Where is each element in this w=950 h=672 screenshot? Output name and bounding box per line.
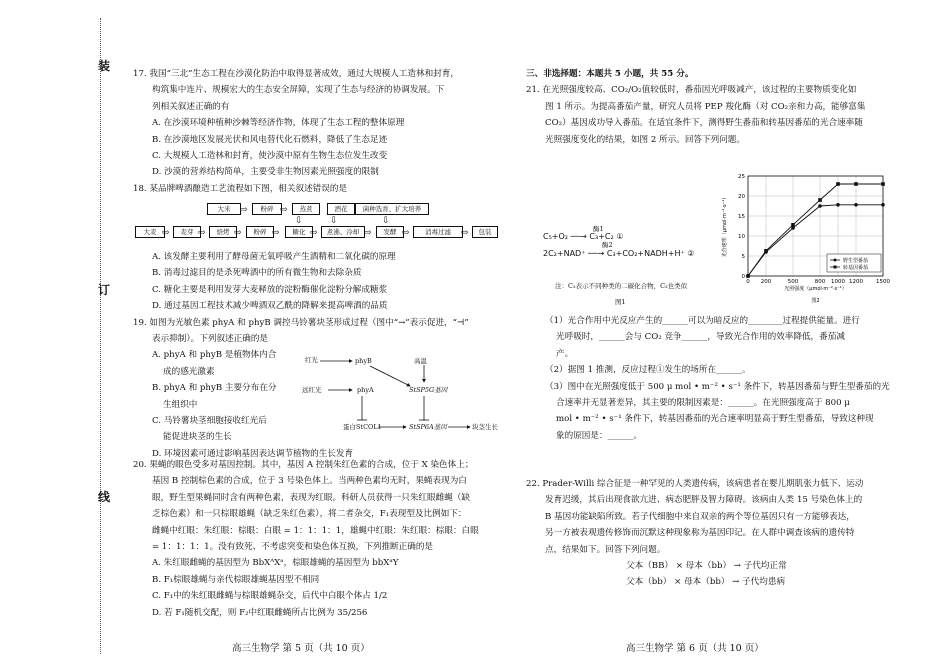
q19-stem-2: 表示抑制）。下列叙述正确的是 <box>152 334 269 345</box>
x-tick-label: 1200 <box>849 279 863 285</box>
flow-arrow-icon: ⇨ <box>162 228 170 238</box>
q20-line-6: = 1：1：1：1。没有致死、不考虑突变和染色体互换，下列推断正确的是 <box>152 542 434 553</box>
q17-option-d: D. 沙漠的营养结构简单，主要受非生物因素光照强度的限制 <box>152 167 379 178</box>
y-tick-label: 10 <box>738 234 745 240</box>
q17-stem-3: 列相关叙述正确的有 <box>152 101 230 112</box>
q17-option-c: C. 大规模人工造林和封育，使沙漠中原有生物生态位发生改变 <box>152 151 388 162</box>
flow-crush: 粉碎 <box>246 226 274 238</box>
q21-sub2: （2）据图 1 推测，反应过程①发生的场所在______。 <box>545 365 751 376</box>
enzyme1-label: 酶1 <box>593 225 604 233</box>
legend-marker <box>834 259 837 262</box>
q19-option-b2: 生组织中 <box>163 399 198 410</box>
flow-saccharify: 糖化 <box>285 226 313 238</box>
reaction-1: C₅+O₂ ──→ C₃+C₂ ① <box>543 232 624 241</box>
question-21-stem <box>526 66 865 148</box>
flow-crush-top: 粉碎 <box>252 203 282 215</box>
q21-sub1-2: 光呼吸时，______会与 CO₂ 竞争______，导致光合作用的效率降低，番茄减 <box>556 332 845 343</box>
fig2-caption: 图2 <box>811 298 820 304</box>
legend-marker <box>834 266 837 269</box>
reaction-2: 2C₂+NAD⁺ ──→ C₃+CO₂+NADH+H⁺ ② <box>543 249 695 258</box>
q22-line-1: 22. Prader-Willi 综合征是一种罕见的人类遗传病，该病患者在婴儿期肌张力低下、运动 <box>526 479 864 489</box>
data-point-1 <box>881 203 885 207</box>
q20-line-3: 眼，野生型果蝇同时含有两种色素，表现为红眼。科研人员获得一只朱红眼雌蝇（缺 <box>152 492 470 503</box>
q19-option-a1: A. phyA 和 phyB 是植物体内合 <box>152 350 277 361</box>
data-point-1 <box>854 203 858 207</box>
y-tick-label: 5 <box>741 254 745 260</box>
q19-option-a2: 成的感光激素 <box>163 366 215 377</box>
tuber-growth-label: 块茎生长 <box>472 423 498 431</box>
flow-arrow-icon: ⇨ <box>461 228 469 238</box>
flow-ferment: 发酵 <box>376 226 404 238</box>
flow-roast: 焙烤 <box>209 226 237 238</box>
flow-arrow-icon: ⇨ <box>364 228 372 238</box>
x-tick-label: 1000 <box>831 279 845 285</box>
data-point-2 <box>881 182 885 186</box>
photosynthesis-chart <box>718 168 893 308</box>
flow-filter: 消毒过滤 <box>413 226 463 238</box>
red-light-label: 红光 <box>305 356 318 364</box>
phya-label: phyA <box>357 386 374 394</box>
q22-line-4: 另一方被表观遗传修饰而沉默这种现象称为基因印记。在人群中调查该病的遗传特 <box>545 528 855 539</box>
x-tick-label: 0 <box>746 279 750 285</box>
flow-malt: 麦芽 <box>173 226 201 238</box>
q22-line-2: 发育迟缓，其后出现食欲亢进、病态肥胖及智力障碍。该病由人类 15 号染色体上的 <box>545 495 863 506</box>
binding-zhuang: 装 <box>98 59 111 73</box>
q20-option-c: C. F₁中的朱红眼雌蝇与棕眼雄蝇杂交，后代中白眼个体占 1/2 <box>152 591 388 602</box>
q19-stem-1: 19. 如图为光敏色素 phyA 和 phyB 调控马铃薯块茎形成过程（图中“→”表示促进，“⊣” <box>133 317 469 328</box>
q21-sub3-4: 象的原因是：______。 <box>556 430 642 441</box>
y-axis-label: 光合速率（μmol·m⁻²·s⁻¹） <box>722 194 728 258</box>
flow-arrow-icon: ⇨ <box>280 205 288 215</box>
q21-sub1-3: 产。 <box>556 348 574 359</box>
q17-stem-2: 构筑集中连片、规模宏大的生态安全屏障，实现了生态与经济的协调发展。下 <box>152 85 445 96</box>
flow-steam: 蒸煮 <box>292 203 320 215</box>
q22-cross-2: 父本（bb） × 母本（bb） → 子代均患病 <box>626 577 786 588</box>
y-tick-label: 15 <box>738 214 745 220</box>
q21-sub3-3: mol • m⁻² • s⁻¹ 条件下，转基因番茄的光合速率明显高于野生型番茄，导致这种现 <box>556 414 874 425</box>
question-21-subquestions <box>526 313 890 444</box>
q18-option-d: D. 通过基因工程技术减少啤酒双乙酰的降解来提高啤酒的品质 <box>152 301 388 312</box>
stsp5g-label: StSP5G基因 <box>409 386 448 394</box>
q19-option-c1: C. 马铃薯块茎细胞接收红光后 <box>152 416 267 427</box>
data-point-2 <box>764 249 768 253</box>
q18-option-c: C. 糖化主要是利用发芽大麦释放的淀粉酶催化淀粉分解成糖浆 <box>152 284 388 295</box>
q20-line-4: 乏棕色素）和一只棕眼雄蝇（缺乏朱红色素），将二者杂交，F₁表现型及比例如下： <box>152 509 467 520</box>
flow-arrow-icon: ⇨ <box>310 228 318 238</box>
section-heading: 三、非选择题：本题共 5 小题，共 55 分。 <box>526 69 694 79</box>
y-tick-label: 20 <box>738 194 745 200</box>
x-tick-label: 500 <box>787 279 799 285</box>
data-point-1 <box>791 226 795 230</box>
data-point-2 <box>836 182 840 186</box>
q21-stem-2: 图 1 所示。为提高番茄产量，研究人员将 PEP 羧化酶（对 CO₂亲和力高，能够富集 <box>545 101 866 112</box>
legend-label: 野生型番茄 <box>843 258 869 264</box>
data-point-1 <box>836 203 840 207</box>
q21-stem-1: 21. 在光照强度较高、CO₂/O₂值较低时，番茄因光呼吸减产，该过程的主要物质变化如 <box>526 85 857 96</box>
data-point-2 <box>746 274 750 278</box>
flow-arrow-icon: ⇨ <box>234 228 242 238</box>
binding-line <box>100 18 101 654</box>
fig1-caption: 图1 <box>615 298 626 306</box>
q22-line-3: B 基因功能缺陷所致。若子代细胞中来自双亲的两个等位基因只有一方能够表达， <box>545 511 855 522</box>
high-temp-label: 高温 <box>414 357 427 365</box>
flow-down-arrow-icon: ⇩ <box>330 216 338 226</box>
x-axis-label: 光照强度（μmol·m⁻²·s⁻¹） <box>784 286 847 292</box>
q21-sub3-1: （3）图中在光照强度低于 500 μ mol • m⁻² • s⁻¹ 条件下，转基因番茄与野生型番茄的光 <box>545 381 890 392</box>
flow-arrow-icon: ⇨ <box>240 205 248 215</box>
flow-arrow-icon: ⇨ <box>402 228 410 238</box>
flow-down-arrow-icon: ⇩ <box>295 216 303 226</box>
q18-option-b: B. 消毒过滤目的是杀死啤酒中的所有微生物和去除杂质 <box>152 268 362 279</box>
x-tick-label: 200 <box>760 279 772 285</box>
question-20 <box>133 457 479 621</box>
flow-arrow-icon: ⇨ <box>198 228 206 238</box>
question-22 <box>526 476 863 591</box>
data-point-2 <box>818 198 822 202</box>
q19-arrows <box>300 352 500 437</box>
question-17 <box>133 66 459 197</box>
q17-stem-1: 17. 我国“三北”生态工程在沙漠化防治中取得显著成效，通过大规模人工造林和封育， <box>133 69 459 79</box>
data-point-2 <box>854 182 858 186</box>
q22-line-5: 点，结果如下。回答下列问题。 <box>545 544 666 555</box>
page-5-footer: 高三生物学 第 5 页（共 10 页） <box>232 643 370 654</box>
q21-sub1-1: （1）光合作用中光反应产生的______可以为暗反应的________过程提供能量。进行 <box>545 316 860 326</box>
q18-stem: 18. 某品牌啤酒酿造工艺流程如下图，相关叙述错误的是 <box>133 183 348 194</box>
flow-hops: 酒花 <box>327 203 355 215</box>
q17-option-a: A. 在沙漠环境种植种沙棘等经济作物，体现了生态工程的整体原理 <box>152 118 405 129</box>
binding-xian: 线 <box>98 490 111 504</box>
stcol1-label: 蛋白StCOL1 <box>343 423 382 431</box>
page-6-footer: 高三生物学 第 6 页（共 10 页） <box>626 643 764 654</box>
flow-arrow-icon: ⇨ <box>272 228 280 238</box>
q21-stem-3: CO₂）基因成功导入番茄。在适宜条件下，测得野生番茄和转基因番茄的光合速率随 <box>545 118 863 129</box>
q19-option-d: D. 环境因素可通过影响基因表达调节植物的生长发育 <box>152 448 354 459</box>
q19-option-b1: B. phyA 和 phyB 主要分布在分 <box>152 383 277 394</box>
x-tick-label: 800 <box>814 279 826 285</box>
q20-line-2: 基因 B 控制棕色素的合成，位于 3 号染色体上。当两种色素均无时，果蝇表现为白 <box>152 476 467 487</box>
q21-stem-4: 光照强度变化的结果，如图 2 所示。回答下列问题。 <box>545 134 745 145</box>
q20-line-1: 20. 果蝇的眼色受多对基因控制。其中，基因 A 控制朱红色素的合成，位于 X 染色体上； <box>133 460 474 470</box>
q18-option-a: A. 该发酵主要利用了酵母菌无氧呼吸产生酒精和二氧化碳的原理 <box>152 252 396 262</box>
y-tick-label: 25 <box>738 174 745 180</box>
flow-rice: 大米 <box>207 203 241 215</box>
flow-strain: 菌种选育、扩大培养 <box>355 203 429 215</box>
x-tick-label: 1500 <box>876 279 890 285</box>
phyb-label: phyB <box>355 357 372 365</box>
enzyme2-label: 酶2 <box>602 241 613 249</box>
data-point-2 <box>791 223 795 227</box>
flow-barley: 大麦 <box>135 226 165 238</box>
q20-line-5: 雌蝇中红眼：朱红眼：棕眼：白眼 = 1：1：1：1，雄蝇中红眼：朱红眼：棕眼：白眼 <box>152 525 479 536</box>
y-tick-label: 0 <box>741 274 745 280</box>
fig1-note: 注：C₂表示不同种类的二碳化合物，C₂也类似 <box>555 282 688 290</box>
q20-option-d: D. 若 F₁随机交配，则 F₂中红眼雌蝇所占比例为 35/256 <box>152 607 368 618</box>
q20-option-b: B. F₁棕眼雄蝇与亲代棕眼雄蝇基因型不相同 <box>152 574 320 585</box>
binding-ding: 订 <box>98 283 111 297</box>
q22-cross-1: 父本（BB） × 母本（bb） → 子代均正常 <box>626 561 787 572</box>
flow-down-arrow-icon: ⇩ <box>382 216 390 226</box>
flow-boil-cool: 煮沸、冷却 <box>321 226 365 238</box>
q20-option-a: A. 朱红眼雌蝇的基因型为 BbXᴬXᵃ，棕眼雄蝇的基因型为 bbXᵃY <box>152 558 399 569</box>
legend-label: 转基因番茄 <box>843 265 869 271</box>
data-point-1 <box>818 204 822 208</box>
flow-package: 包装 <box>472 226 498 238</box>
stsp6a-label: StSP6A基因 <box>409 423 447 431</box>
far-red-label: 远红光 <box>302 386 322 394</box>
q21-sub3-2: 合速率并无显著差异，其主要的限制因素是：______。在光照强度高于 800 μ <box>556 398 850 409</box>
q17-option-b: B. 在沙漠地区发展光伏和风电替代化石燃料，降低了生态足迹 <box>152 134 388 145</box>
q19-option-c2: 能促进块茎的生长 <box>163 432 232 443</box>
